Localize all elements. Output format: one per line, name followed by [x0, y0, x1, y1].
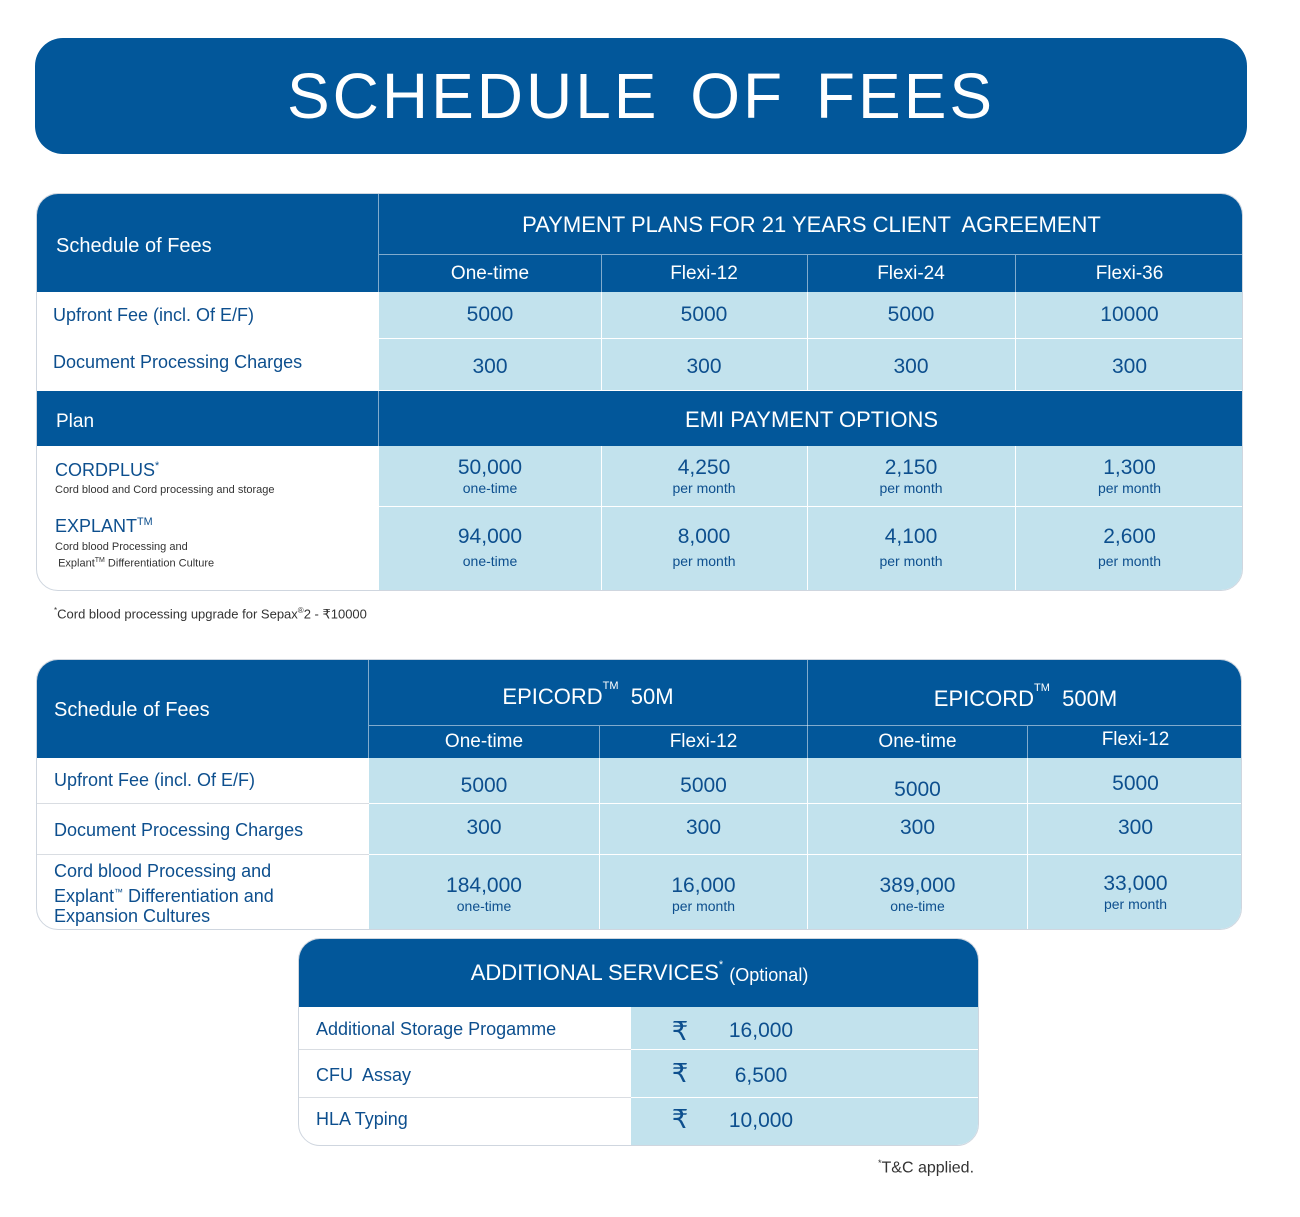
culture-value: 16,000 per month: [671, 874, 736, 914]
services-heading: ADDITIONAL SERVICES * (Optional): [470, 959, 809, 985]
cordplus-description: Cord blood and Cord processing and storage: [55, 484, 275, 496]
emi-value: 50,000 one-time: [457, 456, 523, 496]
fee-value: 5000: [680, 774, 727, 797]
emi-value: 2,150 per month: [879, 456, 943, 496]
epicord-50m-heading: EPICORD ™ 50M: [502, 680, 674, 709]
culture-row-label: Cord blood Processing and Explant™ Differentiation and Expansion Cultures: [54, 861, 274, 926]
column-header: Flexi-12: [670, 262, 738, 284]
column-header: One-time: [444, 731, 524, 752]
fee-value: 300: [899, 816, 936, 839]
fee-value: 300: [685, 816, 722, 839]
emi-value: 94,000 one-time: [457, 525, 523, 569]
fee-value: 300: [466, 816, 502, 839]
fee-value: 10000: [1100, 303, 1159, 326]
document-charges-label: Document Processing Charges: [53, 351, 303, 372]
fee-value: 5000: [1112, 772, 1159, 795]
emi-value: 1,300 per month: [1097, 456, 1162, 496]
fee-value: 5000: [887, 303, 935, 326]
culture-value: 184,000 one-time: [446, 874, 522, 914]
service-amount: 6,500: [734, 1064, 788, 1087]
explant-description: Cord blood Processing and Explant™ Differentiation Culture: [55, 541, 215, 570]
upfront-fee-label: Upfront Fee (incl. Of E/F): [54, 769, 256, 790]
document-charges-label: Document Processing Charges: [54, 819, 304, 840]
epicord-500m-heading: EPICORD ™ 500M: [933, 682, 1118, 711]
cordplus-name: CORDPLUS*: [55, 460, 160, 480]
plan-label: Plan: [56, 411, 95, 432]
emi-value: 4,100 per month: [879, 525, 943, 569]
terms-note: *T&C applied.: [878, 1158, 975, 1177]
sepax-footnote: *Cord blood processing upgrade for Sepax®2 - ₹10000: [54, 606, 367, 622]
emi-value: 2,600 per month: [1097, 525, 1162, 569]
fee-value: 300: [1111, 355, 1148, 378]
column-header: Flexi-24: [877, 262, 945, 284]
fee-value: 5000: [460, 774, 508, 797]
emi-heading: EMI PAYMENT OPTIONS: [684, 407, 939, 432]
payment-plans-table: [36, 193, 1243, 591]
emi-value: 4,250 per month: [672, 456, 736, 496]
service-label: CFU Assay: [316, 1064, 412, 1085]
culture-value: 389,000 one-time: [879, 874, 956, 914]
column-header: Flexi-12: [1101, 729, 1170, 750]
table1-label: Schedule of Fees: [56, 234, 212, 257]
page-title: SCHEDULE OF FEES: [35, 38, 1247, 154]
fee-value: 5000: [894, 778, 941, 801]
service-label: Additional Storage Progamme: [316, 1018, 557, 1039]
fee-value: 300: [1117, 816, 1154, 839]
column-header: One-time: [450, 262, 530, 284]
rupee-icon: ₹: [671, 1057, 689, 1088]
explant-plan: [55, 516, 375, 576]
explant-name: EXPLANT™: [55, 516, 153, 536]
service-label: HLA Typing: [316, 1108, 408, 1129]
fee-value: 5000: [680, 303, 728, 326]
culture-value: 33,000 per month: [1103, 872, 1168, 912]
service-amount: 10,000: [728, 1109, 794, 1132]
fee-value: 300: [472, 355, 508, 378]
rupee-icon: ₹: [671, 1015, 689, 1046]
payment-plans-heading: PAYMENT PLANS FOR 21 YEARS CLIENT AGREEMENT: [522, 212, 1101, 237]
column-header: One-time: [878, 731, 957, 752]
rupee-icon: ₹: [671, 1103, 689, 1134]
column-header: Flexi-36: [1095, 262, 1164, 284]
column-header: Flexi-12: [669, 731, 738, 752]
fee-value: 300: [686, 355, 722, 378]
emi-value: 8,000 per month: [672, 525, 736, 569]
cordplus-plan: [55, 460, 375, 502]
epicord-table: [36, 659, 1242, 930]
upfront-fee-label: Upfront Fee (incl. Of E/F): [53, 304, 255, 325]
fee-value: 5000: [466, 303, 514, 326]
service-amount: 16,000: [728, 1019, 794, 1042]
table2-label: Schedule of Fees: [54, 698, 210, 721]
fee-value: 300: [893, 355, 929, 378]
additional-services-table: [298, 938, 979, 1146]
